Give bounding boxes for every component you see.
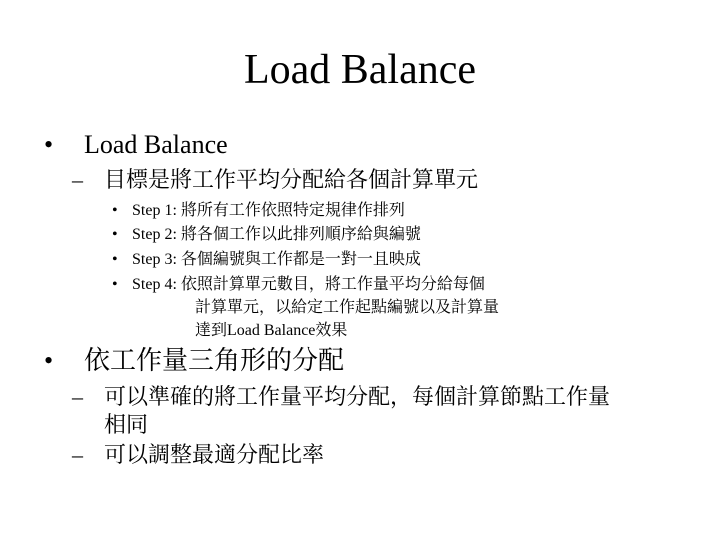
bullet-mark: • bbox=[112, 202, 118, 219]
bullet-text: 依工作量三角形的分配 bbox=[84, 346, 345, 375]
step-text: Step 4: 依照計算單元數目，將工作量平均分給每個 bbox=[132, 276, 485, 293]
dash-mark: – bbox=[72, 384, 83, 409]
sub-bullet-continuation: 相同 bbox=[104, 412, 149, 437]
step-4-continuation-1: 計算單元，以給定工作起點編號以及計算量 bbox=[195, 299, 500, 316]
slide-title: Load Balance bbox=[243, 47, 477, 93]
sub-bullet-goal bbox=[72, 165, 478, 195]
step-item-3 bbox=[112, 249, 421, 271]
step-item-4 bbox=[112, 274, 485, 296]
sub-bullet-text: 目標是將工作平均分配給各個計算單元 bbox=[104, 167, 479, 192]
bullet-mark: • bbox=[44, 346, 54, 375]
bullet-mark: • bbox=[44, 130, 54, 159]
bullet-mark: • bbox=[112, 226, 118, 243]
sub-bullet-accurate bbox=[72, 382, 610, 412]
sub-bullet-text: 可以調整最適分配比率 bbox=[104, 442, 325, 467]
bullet-triangle-distribution bbox=[44, 344, 344, 378]
bullet-load-balance bbox=[44, 128, 228, 162]
dash-mark: – bbox=[72, 442, 83, 467]
sub-bullet-text: 可以準確的將工作量平均分配，每個計算節點工作量 bbox=[104, 384, 611, 409]
dash-mark: – bbox=[72, 167, 83, 192]
sub-bullet-adjust bbox=[72, 440, 324, 470]
step-text: Step 2: 將各個工作以此排列順序給與編號 bbox=[132, 226, 421, 243]
step-text: Step 1: 將所有工作依照特定規律作排列 bbox=[132, 202, 405, 219]
step-item-2 bbox=[112, 224, 421, 246]
bullet-mark: • bbox=[112, 251, 118, 268]
bullet-mark: • bbox=[112, 276, 118, 293]
step-text: Step 3: 各個編號與工作都是一對一且映成 bbox=[132, 251, 421, 268]
step-4-continuation-2: 達到Load Balance效果 bbox=[195, 322, 348, 339]
bullet-text: Load Balance bbox=[84, 130, 228, 159]
step-item-1 bbox=[112, 200, 405, 222]
